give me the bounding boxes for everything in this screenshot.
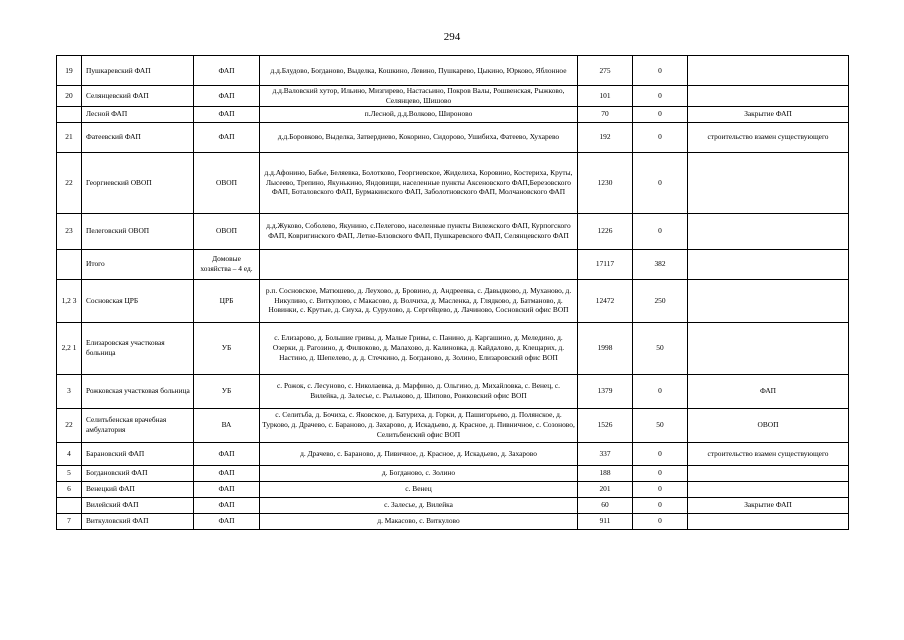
facility-name: Венецкий ФАП bbox=[82, 481, 194, 497]
population-count: 275 bbox=[578, 56, 633, 86]
children-count: 0 bbox=[633, 122, 688, 152]
children-count: 0 bbox=[633, 213, 688, 249]
facility-name: Елизаровская участковая больница bbox=[82, 322, 194, 374]
planned-action bbox=[688, 152, 849, 213]
facility-type: ФАП bbox=[194, 86, 260, 107]
served-localities: п.Лесной, д.д.Волково, Широново bbox=[260, 106, 578, 122]
children-count: 0 bbox=[633, 152, 688, 213]
row-number: 4 bbox=[57, 442, 82, 465]
population-count: 70 bbox=[578, 106, 633, 122]
row-number: 1,2 3 bbox=[57, 279, 82, 322]
facility-type: ОВОП bbox=[194, 213, 260, 249]
planned-action: строительство взамен существующего bbox=[688, 122, 849, 152]
row-number bbox=[57, 497, 82, 513]
row-number: 22 bbox=[57, 152, 82, 213]
facility-type: ВА bbox=[194, 408, 260, 442]
planned-action bbox=[688, 86, 849, 107]
planned-action bbox=[688, 249, 849, 279]
planned-action bbox=[688, 481, 849, 497]
population-count: 101 bbox=[578, 86, 633, 107]
facility-name: Селянцевский ФАП bbox=[82, 86, 194, 107]
facility-type: ФАП bbox=[194, 106, 260, 122]
served-localities bbox=[260, 249, 578, 279]
children-count: 0 bbox=[633, 465, 688, 481]
table-row bbox=[57, 249, 849, 279]
row-number: 22 bbox=[57, 408, 82, 442]
facility-name: Фатеевский ФАП bbox=[82, 122, 194, 152]
served-localities: р.п. Сосновское, Матюшево, д. Леухово, д. Бровино, д. Андреевка, с. Давыдково, д. Муханово, д. Никулино, с. Виткулово, с Макасово, д. Волчиха, д. Масленка, д. Глядково, д. Батманово, д. Новинки, с. Крутые, д. Сиуха, д. Сурулово, д. Сергейцево, д. Лачиново, Сосновский офис ВОП bbox=[260, 279, 578, 322]
facility-name: Лесной ФАП bbox=[82, 106, 194, 122]
population-count: 60 bbox=[578, 497, 633, 513]
planned-action bbox=[688, 213, 849, 249]
facilities-table bbox=[56, 55, 849, 530]
table-row bbox=[57, 86, 849, 107]
served-localities: д.д.Жуково, Соболево, Якунино, с.Пелегово, населенные пункты Вилежского ФАП, Курпогского ФАП, Ковригинского ФАП, Летне-Блзовского ФАП, Пушкаревского ФАП, Селянцевского ФАП bbox=[260, 213, 578, 249]
planned-action bbox=[688, 56, 849, 86]
row-number: 6 bbox=[57, 481, 82, 497]
served-localities: д.д.Блудово, Богданово, Выделка, Кошкино, Левино, Пушкарево, Цыкино, Юрково, Яблонное bbox=[260, 56, 578, 86]
row-number bbox=[57, 249, 82, 279]
served-localities: д. Драчево, с. Бараново, д. Пивичное, д. Красное, д. Искадьево, д. Захарово bbox=[260, 442, 578, 465]
page-number: 294 bbox=[443, 31, 461, 43]
row-number: 7 bbox=[57, 513, 82, 529]
facility-name: Рожковская участковая больница bbox=[82, 374, 194, 408]
facility-type: Домовые хозяйства – 4 ед. bbox=[194, 249, 260, 279]
row-number: 20 bbox=[57, 86, 82, 107]
population-count: 337 bbox=[578, 442, 633, 465]
facility-type: ФАП bbox=[194, 497, 260, 513]
planned-action: ФАП bbox=[688, 374, 849, 408]
children-count: 0 bbox=[633, 513, 688, 529]
row-number bbox=[57, 106, 82, 122]
facility-name: Георгиевский ОВОП bbox=[82, 152, 194, 213]
table-row bbox=[57, 481, 849, 497]
population-count: 911 bbox=[578, 513, 633, 529]
table-body bbox=[57, 56, 849, 530]
table-row bbox=[57, 279, 849, 322]
table-row bbox=[57, 152, 849, 213]
population-count: 12472 bbox=[578, 279, 633, 322]
facility-name: Богдановский ФАП bbox=[82, 465, 194, 481]
population-count: 17117 bbox=[578, 249, 633, 279]
population-count: 192 bbox=[578, 122, 633, 152]
facility-type: УБ bbox=[194, 322, 260, 374]
planned-action: Закрытие ФАП bbox=[688, 497, 849, 513]
planned-action bbox=[688, 279, 849, 322]
row-number: 5 bbox=[57, 465, 82, 481]
facility-name: Виткуловский ФАП bbox=[82, 513, 194, 529]
served-localities: с. Венец bbox=[260, 481, 578, 497]
served-localities: д.д.Афонино, Бабье, Беляевка, Болотково, Георгиевское, Жиделиха, Коровино, Костериха, Круты, Лысеево, Трепино, Якунькино, Яндовищи, населенные пункты Аксеновского ФАП,Березовского ФАП, Боталовского ФАП, Бурмакинского ФАП, Заболотновского ФАП, Молчановского ФАП bbox=[260, 152, 578, 213]
facility-name: Селитьбенская врачебная амбулатория bbox=[82, 408, 194, 442]
population-count: 1379 bbox=[578, 374, 633, 408]
planned-action: строительство взамен существующего bbox=[688, 442, 849, 465]
population-count: 1230 bbox=[578, 152, 633, 213]
children-count: 250 bbox=[633, 279, 688, 322]
children-count: 50 bbox=[633, 408, 688, 442]
facility-type: ЦРБ bbox=[194, 279, 260, 322]
population-count: 188 bbox=[578, 465, 633, 481]
population-count: 1998 bbox=[578, 322, 633, 374]
planned-action bbox=[688, 513, 849, 529]
served-localities: д.д.Боровково, Выделка, Затвердиево, Кокорино, Сидорово, Ушибиха, Фатеево, Хухарево bbox=[260, 122, 578, 152]
facility-type: УБ bbox=[194, 374, 260, 408]
facility-name: Вилейский ФАП bbox=[82, 497, 194, 513]
facility-type: ОВОП bbox=[194, 152, 260, 213]
served-localities: с. Селитьба, д. Бочиха, с. Яковское, д. Батуриха, д. Горки, д. Пашигорьево, д. Полянское, д. Турково, д. Драчево, с. Бараново, д. Захарово, д. Искадьево, д. Красное, д. Пивничное, с. Созоново, Селитьбенский офис ВОП bbox=[260, 408, 578, 442]
facility-type: ФАП bbox=[194, 465, 260, 481]
planned-action: ОВОП bbox=[688, 408, 849, 442]
table-row bbox=[57, 408, 849, 442]
served-localities: с. Елизарово, д. Большие гривы, д. Малые Гривы, с. Панино, д. Каргашино, д. Меледино, д. Озерки, д. Рагозино, д. Филюково, д. Малахово, д. Калиновка, д. Кайдалово, д. Клещарих, д. Настино, д. Шепелево, д. д. Стечкино, д. Богданово, д. Золино, Елизаровский офис ВОП bbox=[260, 322, 578, 374]
served-localities: с. Рожок, с. Лесуново, с. Николаевка, д. Марфино, д. Ольгино, д. Михайловка, с. Венец, с. Вилейка, д. Залесье, с. Рыльково, д. Шипово, Рожковский офис ВОП bbox=[260, 374, 578, 408]
table-row bbox=[57, 497, 849, 513]
planned-action bbox=[688, 465, 849, 481]
population-count: 201 bbox=[578, 481, 633, 497]
children-count: 0 bbox=[633, 497, 688, 513]
row-number: 23 bbox=[57, 213, 82, 249]
facility-type: ФАП bbox=[194, 442, 260, 465]
table-row bbox=[57, 56, 849, 86]
table-row bbox=[57, 465, 849, 481]
table-row bbox=[57, 213, 849, 249]
facility-type: ФАП bbox=[194, 513, 260, 529]
children-count: 0 bbox=[633, 374, 688, 408]
children-count: 0 bbox=[633, 442, 688, 465]
population-count: 1226 bbox=[578, 213, 633, 249]
row-number: 21 bbox=[57, 122, 82, 152]
children-count: 0 bbox=[633, 481, 688, 497]
facility-name: Пелеговский ОВОП bbox=[82, 213, 194, 249]
children-count: 50 bbox=[633, 322, 688, 374]
served-localities: с. Залесье, д. Вилейка bbox=[260, 497, 578, 513]
table-row bbox=[57, 442, 849, 465]
children-count: 382 bbox=[633, 249, 688, 279]
served-localities: д.д.Валовский хутор, Ильино, Мизгирево, Настасьино, Покров Валы, Рошвенская, Рыжково, Селянцево, Шишово bbox=[260, 86, 578, 107]
served-localities: д. Макасово, с. Виткулово bbox=[260, 513, 578, 529]
table-row bbox=[57, 322, 849, 374]
planned-action: Закрытие ФАП bbox=[688, 106, 849, 122]
facility-type: ФАП bbox=[194, 122, 260, 152]
facility-name: Итого bbox=[82, 249, 194, 279]
facility-name: Барановский ФАП bbox=[82, 442, 194, 465]
population-count: 1526 bbox=[578, 408, 633, 442]
children-count: 0 bbox=[633, 106, 688, 122]
table-row bbox=[57, 374, 849, 408]
table-row bbox=[57, 106, 849, 122]
row-number: 19 bbox=[57, 56, 82, 86]
facility-type: ФАП bbox=[194, 56, 260, 86]
served-localities: д. Богданово, с. Золино bbox=[260, 465, 578, 481]
children-count: 0 bbox=[633, 86, 688, 107]
table-row bbox=[57, 122, 849, 152]
row-number: 3 bbox=[57, 374, 82, 408]
facility-name: Пушкаревский ФАП bbox=[82, 56, 194, 86]
children-count: 0 bbox=[633, 56, 688, 86]
row-number: 2,2 1 bbox=[57, 322, 82, 374]
planned-action bbox=[688, 322, 849, 374]
table-row bbox=[57, 513, 849, 529]
facility-type: ФАП bbox=[194, 481, 260, 497]
facility-name: Сосновская ЦРБ bbox=[82, 279, 194, 322]
